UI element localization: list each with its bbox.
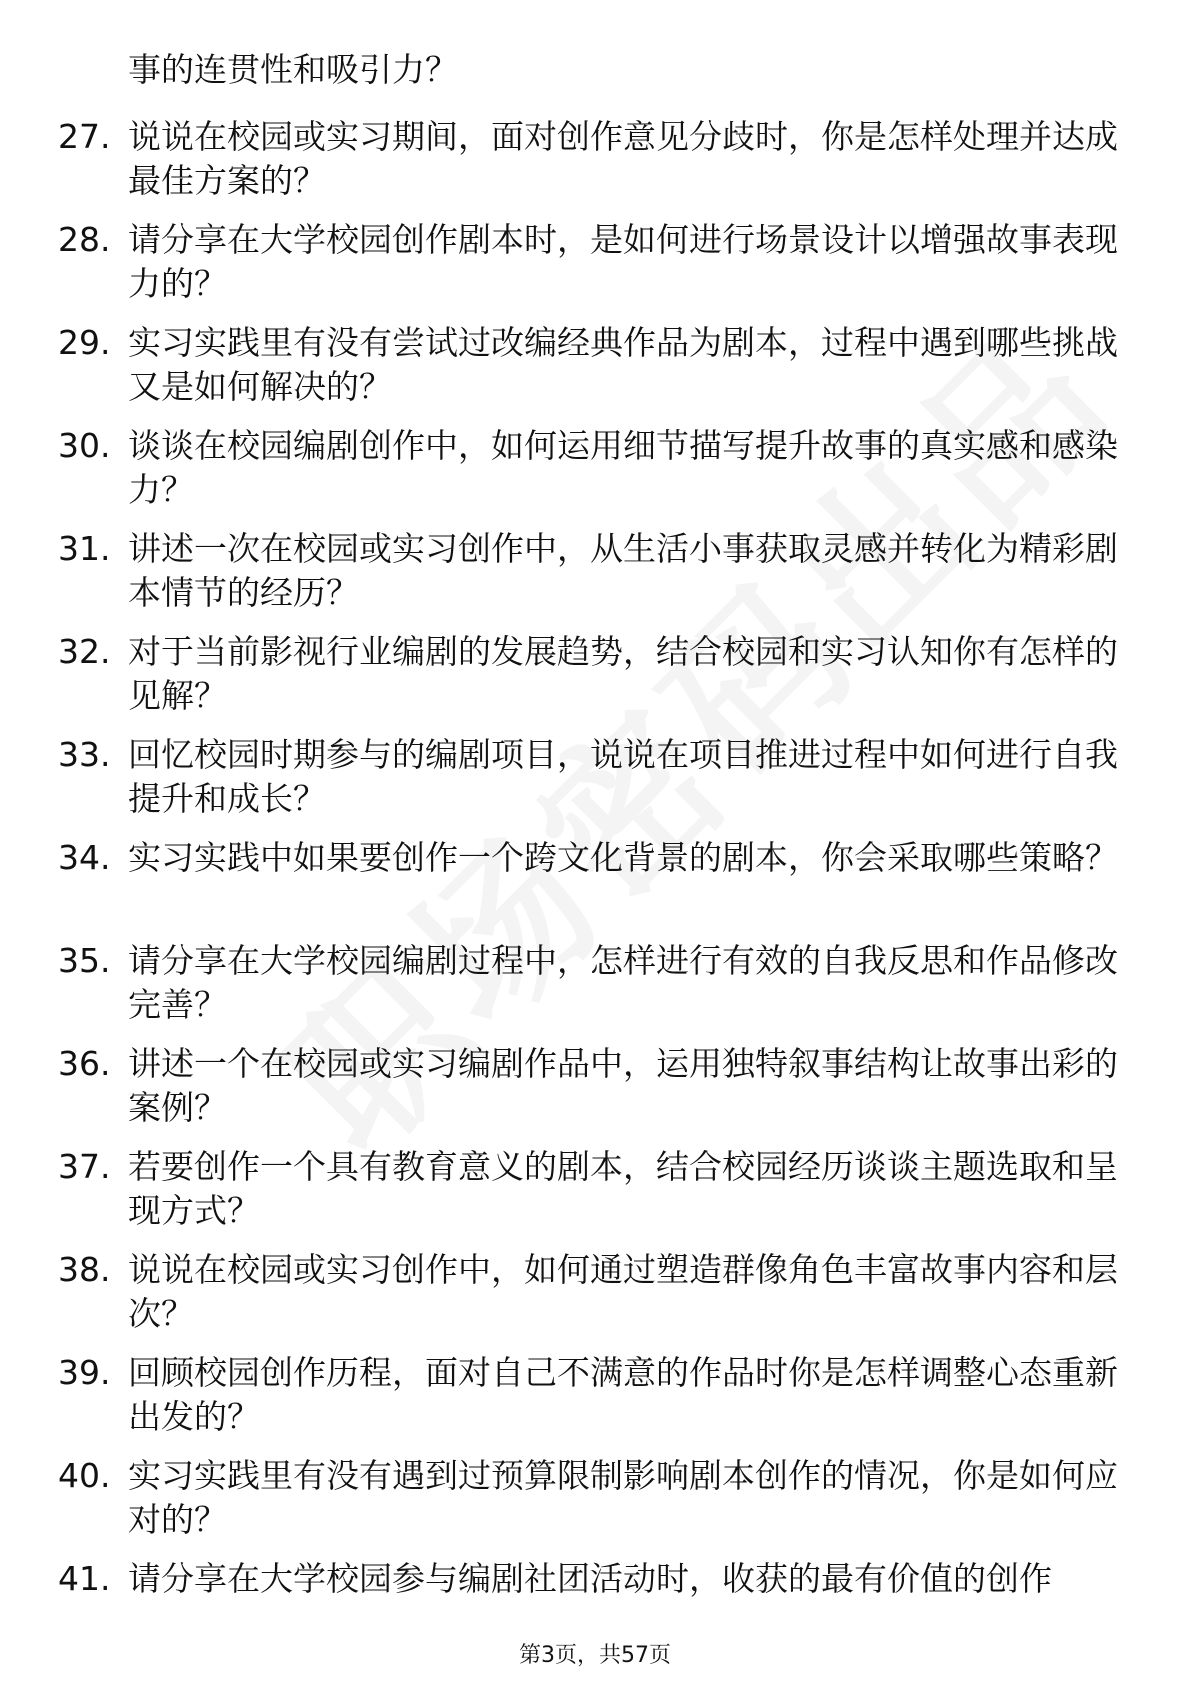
- question-text: 请分享在大学校园编剧过程中，怎样进行有效的自我反思和作品修改完善？: [128, 941, 1118, 1024]
- question-number: 35.: [58, 941, 111, 980]
- list-item: [0, 321, 1190, 424]
- question-number: 27.: [58, 117, 111, 156]
- question-text: 实习实践中如果要创作一个跨文化背景的剧本，你会采取哪些策略？: [128, 838, 1118, 877]
- list-item: [0, 1351, 1190, 1454]
- list-item: [0, 939, 1190, 1042]
- list-item: [0, 836, 1190, 939]
- question-text: 实习实践里有没有遇到过预算限制影响剧本创作的情况，你是如何应对的？: [128, 1456, 1118, 1539]
- question-number: 31.: [58, 529, 111, 568]
- question-text: 说说在校园或实习期间，面对创作意见分歧时，你是怎样处理并达成最佳方案的？: [128, 117, 1118, 200]
- question-text: 请分享在大学校园参与编剧社团活动时，收获的最有价值的创作: [128, 1559, 1052, 1598]
- question-text: 请分享在大学校园创作剧本时，是如何进行场景设计以增强故事表现力的？: [128, 220, 1118, 303]
- question-number: 29.: [58, 323, 111, 362]
- question-number: 30.: [58, 426, 111, 465]
- question-number: 32.: [58, 632, 111, 671]
- question-text: 说说在校园或实习创作中，如何通过塑造群像角色丰富故事内容和层次？: [128, 1250, 1118, 1333]
- question-number: 40.: [58, 1456, 111, 1495]
- question-text: 实习实践里有没有尝试过改编经典作品为剧本，过程中遇到哪些挑战又是如何解决的？: [128, 323, 1118, 406]
- question-text: 回忆校园时期参与的编剧项目，说说在项目推进过程中如何进行自我提升和成长？: [128, 735, 1118, 818]
- question-number: 34.: [58, 838, 111, 877]
- question-text: 谈谈在校园编剧创作中，如何运用细节描写提升故事的真实感和感染力？: [128, 426, 1118, 509]
- question-text: 对于当前影视行业编剧的发展趋势，结合校园和实习认知你有怎样的见解？: [128, 632, 1118, 715]
- continuation-text: 事的连贯性和吸引力？: [128, 50, 458, 89]
- list-item: [0, 1145, 1190, 1248]
- list-item: [0, 630, 1190, 733]
- question-number: 41.: [58, 1559, 111, 1598]
- question-number: 37.: [58, 1147, 111, 1186]
- question-text: 回顾校园创作历程，面对自己不满意的作品时你是怎样调整心态重新出发的？: [128, 1353, 1118, 1436]
- question-number: 36.: [58, 1044, 111, 1083]
- list-item: [0, 1248, 1190, 1351]
- list-item: [0, 527, 1190, 630]
- question-list: [0, 115, 1190, 1660]
- question-number: 39.: [58, 1353, 111, 1392]
- question-number: 28.: [58, 220, 111, 259]
- list-item: [0, 733, 1190, 836]
- list-item: [0, 1042, 1190, 1145]
- list-item: [0, 424, 1190, 527]
- question-text: 讲述一个在校园或实习编剧作品中，运用独特叙事结构让故事出彩的案例？: [128, 1044, 1118, 1127]
- page-footer: 第3页，共57页: [519, 1643, 671, 1668]
- list-item: [0, 115, 1190, 218]
- question-number: 33.: [58, 735, 111, 774]
- question-text: 若要创作一个具有教育意义的剧本，结合校园经历谈谈主题选取和呈现方式？: [128, 1147, 1118, 1230]
- list-item: [0, 218, 1190, 321]
- question-text: 讲述一次在校园或实习创作中，从生活小事获取灵感并转化为精彩剧本情节的经历？: [128, 529, 1118, 612]
- list-item: [0, 1454, 1190, 1557]
- question-number: 38.: [58, 1250, 111, 1289]
